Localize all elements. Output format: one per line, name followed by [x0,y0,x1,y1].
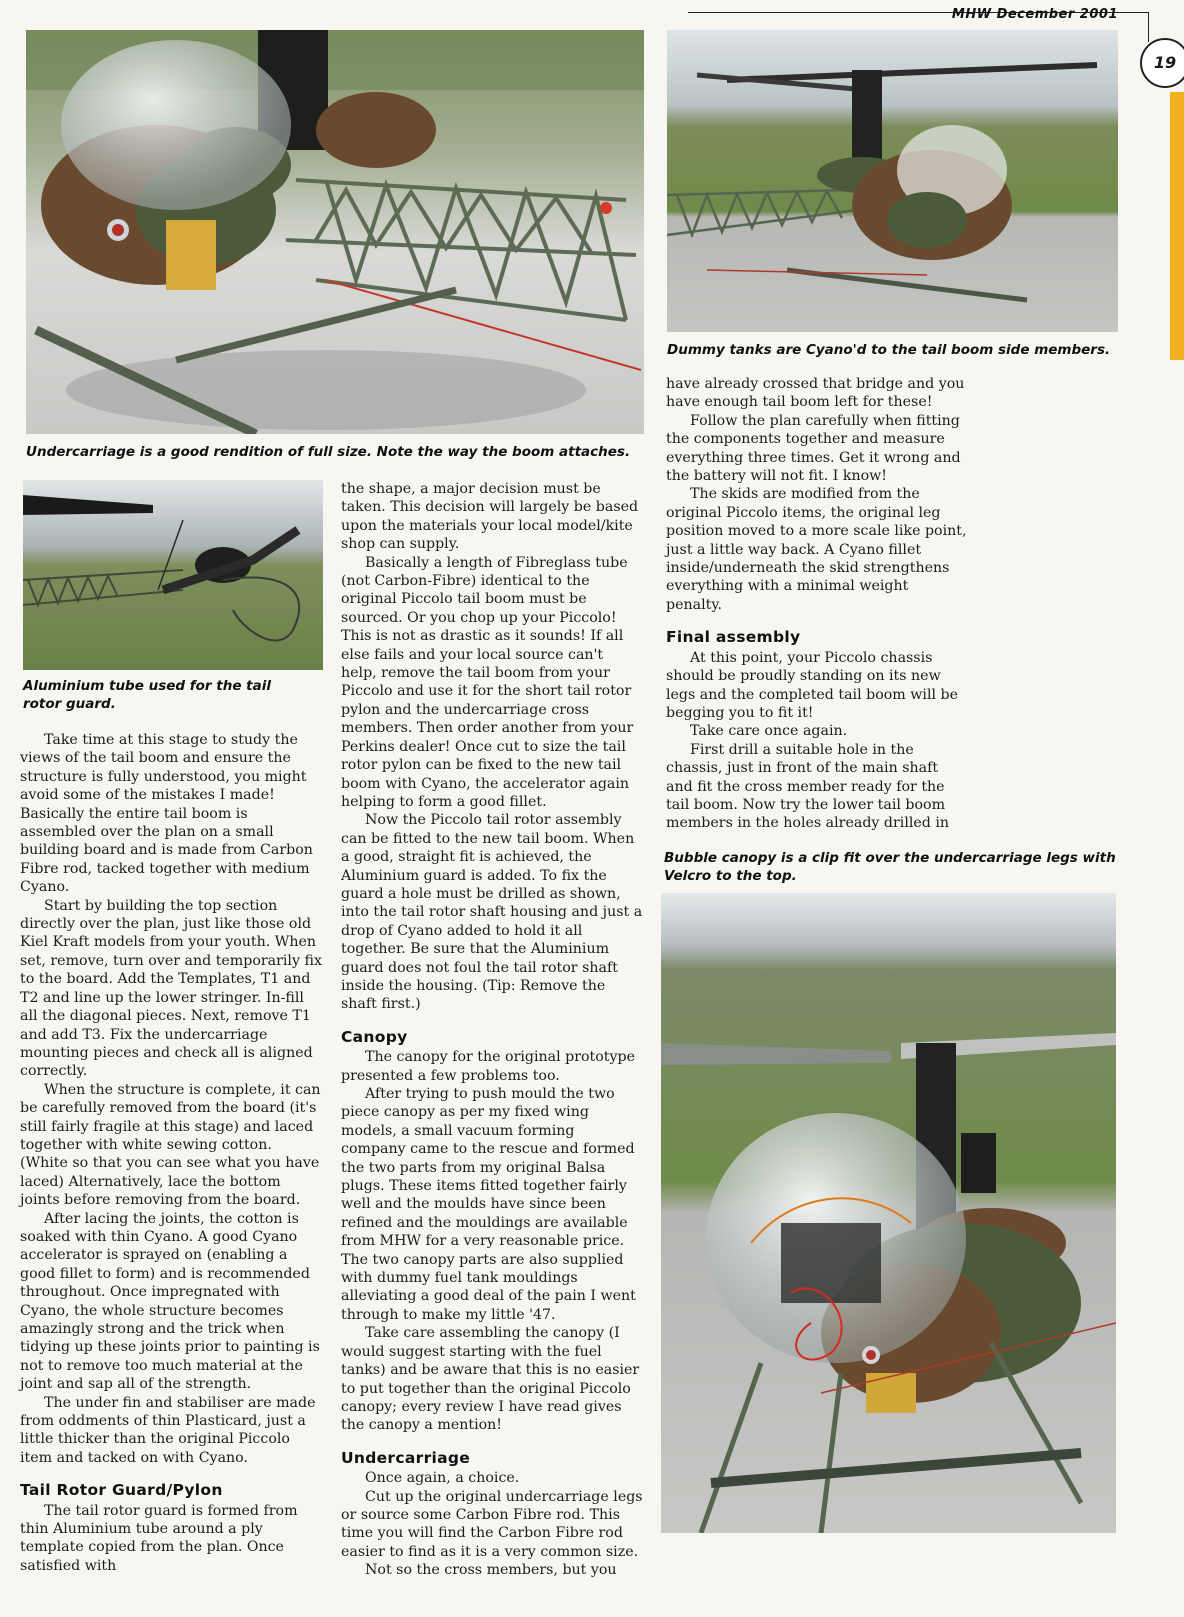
col2-paragraph: The canopy for the original prototype presented a few problems too. [341,1049,635,1084]
page-number: 19 [1140,38,1184,88]
text-column-2 [341,480,643,1580]
yellow-side-tab [1170,92,1184,360]
col1-paragraph: Start by building the top section directly over the plan, just like those old Kiel Kraft models from your youth. When set, remove, turn over and temporarily fix to the board. Add the Templates, T1 and T2 and line up the lower stringer. In-fill all the diagonal pieces. Next, remove T1 and add T3. Fix the undercarriage mounting pieces and check all is aligned correctly. [20,897,322,1080]
col3-paragraph: The skids are modified from the original Piccolo items, the original leg position moved to a more scale like point, just a little way back. A Cyano fillet inside/underneath the skid strengthens everything with a minimal weight penalty. [666,486,967,613]
col3-paragraph: Follow the plan carefully when fitting the components together and measure everything three times. Get it wrong and the battery will not fit. I know! [666,412,961,485]
col1-paragraph: After lacing the joints, the cotton is soaked with thin Cyano. A good Cyano accelerator is sprayed on (enabling a good fillet to form) and is recommended throughout. Once impregnated with Cyano, the whole structure becomes amazingly strong and the trick when tidying up these joints prior to painting is not to remove too much material at the joint and sap all of the strength. [20,1210,320,1393]
caption-undercarriage: Undercarriage is a good rendition of full size. Note the way the boom attaches. [26,444,631,460]
caption-dummy-tanks: Dummy tanks are Cyano'd to the tail boom side members. [667,342,1111,358]
header-rule [688,7,1148,22]
photo-undercarriage [26,30,644,434]
text-column-1 [20,731,322,1575]
caption-aluminium-tube: Aluminium tube used for the tail rotor guard. [23,678,271,712]
col2-paragraph: Take care assembling the canopy (I would suggest starting with the fuel tanks) and be aware that this is no easier to put together than the original Piccolo canopy; every review I have read gives the canopy a mention! [341,1325,640,1434]
col2-paragraph: the shape, a major decision must be taken. This decision will largely be based upon the materials your local model/kite shop can supply. [341,481,639,553]
heading-tail-rotor-guard: Tail Rotor Guard/Pylon [20,1481,223,1500]
col2-paragraph: Basically a length of Fibreglass tube (not Carbon-Fibre) identical to the original Piccolo tail boom must be sourced. Or you chop up your Piccolo! This is not as drastic as it sounds! If all else fails and your local source can't help, remove the tail boom from your Piccolo and use it for the short tail rotor pylon and the undercarriage cross members. Then order another from your Perkins dealer! Once cut to size the tail rotor pylon can be fixed to the new tail boom with Cyano, the accelerator again helping to form a good fillet. [341,554,634,810]
header-rule-vertical [1148,12,1149,42]
magazine-issue: MHW December 2001 [951,7,1118,22]
col3-paragraph: At this point, your Piccolo chassis should be proudly standing on its new legs and the completed tail boom will be begging you to fit it! [666,649,959,721]
heading-canopy: Canopy [341,1027,408,1046]
col2-paragraph: Now the Piccolo tail rotor assembly can be fitted to the new tail boom. When a good, straight fit is achieved, the Aluminium guard is added. To fix the guard a hole must be drilled as shown, into the tail rotor shaft housing and just a drop of Cyano added to hold it all together. Be sure that the Aluminium guard does not foul the tail rotor shaft inside the housing. (Tip: Remove the shaft first.) [341,812,643,1013]
photo-bubble-canopy [661,893,1116,1533]
col1-paragraph: When the structure is complete, it can be carefully removed from the board (it's still fairly fragile at this stage) and laced together with white sewing cotton. (White so that you can see what you have laced) Alternatively, lace the bottom joints before removing from the board. [20,1081,321,1209]
heading-final-assembly: Final assembly [666,628,801,647]
col2-paragraph: Cut up the original undercarriage legs or source some Carbon Fibre rod. This time you will find the Carbon Fibre rod easier to find as it is a very common size. [341,1488,643,1560]
photo-dummy-tanks [667,30,1118,332]
col3-paragraph: First drill a suitable hole in the chassis, just in front of the main shaft and fit the cross member ready for the tail boom. Now try the lower tail boom members in the holes already drilled in [666,741,950,832]
col3-paragraph: Take care once again. [690,723,848,740]
heading-undercarriage: Undercarriage [341,1448,471,1467]
col1-paragraph: The tail rotor guard is formed from thin Aluminium tube around a ply template copied from the plan. Once satisfied with [20,1502,298,1574]
caption-bubble-canopy: Bubble canopy is a clip fit over the undercarriage legs with Velcro to the top. [664,850,1116,884]
text-column-3 [666,375,968,833]
col2-paragraph: After trying to push mould the two piece canopy as per my fixed wing models, a small vacuum forming company came to the rescue and formed the two parts from my original Balsa plugs. These items fitted together fairly well and the moulds have since been refined and the mouldings are available from MHW for a very reasonable price. The two canopy parts are also supplied with dummy fuel tank mouldings alleviating a good deal of the pain I went through to make my little '47. [341,1086,636,1323]
col1-paragraph: Take time at this stage to study the views of the tail boom and ensure the structure is fully understood, you might avoid some of the mistakes I made! Basically the entire tail boom is assembled over the plan on a small building board and is made from Carbon Fibre rod, tacked together with medium Cyano. [20,732,313,896]
col1-paragraph: The under fin and stabiliser are made from oddments of thin Plasticard, just a little thicker than the original Piccolo item and tacked on with Cyano. [20,1394,316,1466]
col2-paragraph: Not so the cross members, but you [365,1562,617,1579]
col3-paragraph: have already crossed that bridge and you have enough tail boom left for these! [666,376,965,411]
photo-tail-rotor-guard [23,480,323,670]
col2-paragraph: Once again, a choice. [365,1470,520,1487]
